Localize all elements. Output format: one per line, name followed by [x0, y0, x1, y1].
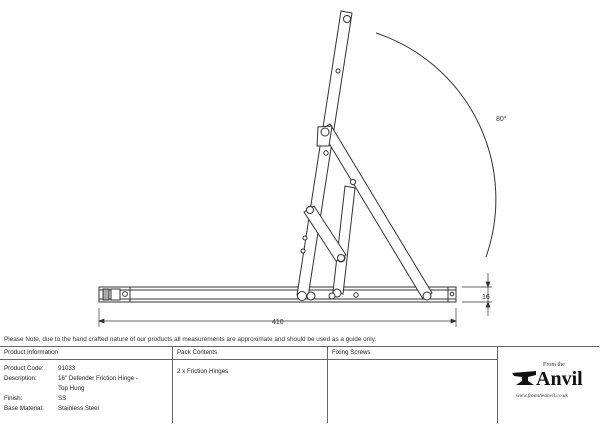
angle-label: 80° [496, 116, 507, 123]
product-info-row [0, 374, 172, 384]
row-value: Stainless Steel [58, 405, 99, 412]
row-value: 16" Defender Friction Hinge - [58, 375, 138, 382]
pack-contents-item: 2 x Friction Hinges [177, 368, 229, 375]
product-info-row [0, 404, 172, 414]
brand-from-the: From the [543, 362, 565, 368]
fixing-screws-panel [328, 347, 498, 423]
opening-angle-arc [376, 33, 496, 257]
title-block [0, 346, 599, 423]
product-info-panel [0, 347, 173, 423]
fixing-screws-heading: Fixing Screws [328, 347, 497, 360]
product-info-rows [0, 360, 172, 414]
row-value: 91033 [58, 365, 76, 372]
row-value: Top Hung [58, 385, 85, 392]
row-key: Product Code: [4, 365, 44, 372]
base-channel [99, 287, 456, 302]
product-info-row [0, 394, 172, 404]
row-key: Finish: [4, 395, 23, 402]
pack-contents-heading: Pack Contents [173, 347, 327, 360]
row-value: SS [58, 395, 67, 402]
brand-name: Anvil [536, 368, 583, 390]
product-info-row [0, 364, 172, 374]
product-info-row [0, 384, 172, 394]
length-label: 410 [272, 319, 284, 326]
row-key: Base Material: [4, 405, 44, 412]
disclaimer-note: Please Note, due to the hand crafted nature of our products all measurements are approximate and should be used as a guide only. [4, 336, 377, 343]
brand-logo-panel [498, 347, 599, 423]
brand-logo [498, 347, 599, 423]
product-info-heading: Product Information [0, 347, 172, 360]
row-key: Description: [4, 375, 37, 382]
height-label: 16 [482, 294, 490, 301]
pack-contents-panel [173, 347, 328, 423]
anvil-icon [512, 371, 536, 385]
brand-url: www.fromtheanvil.co.uk [516, 393, 568, 399]
